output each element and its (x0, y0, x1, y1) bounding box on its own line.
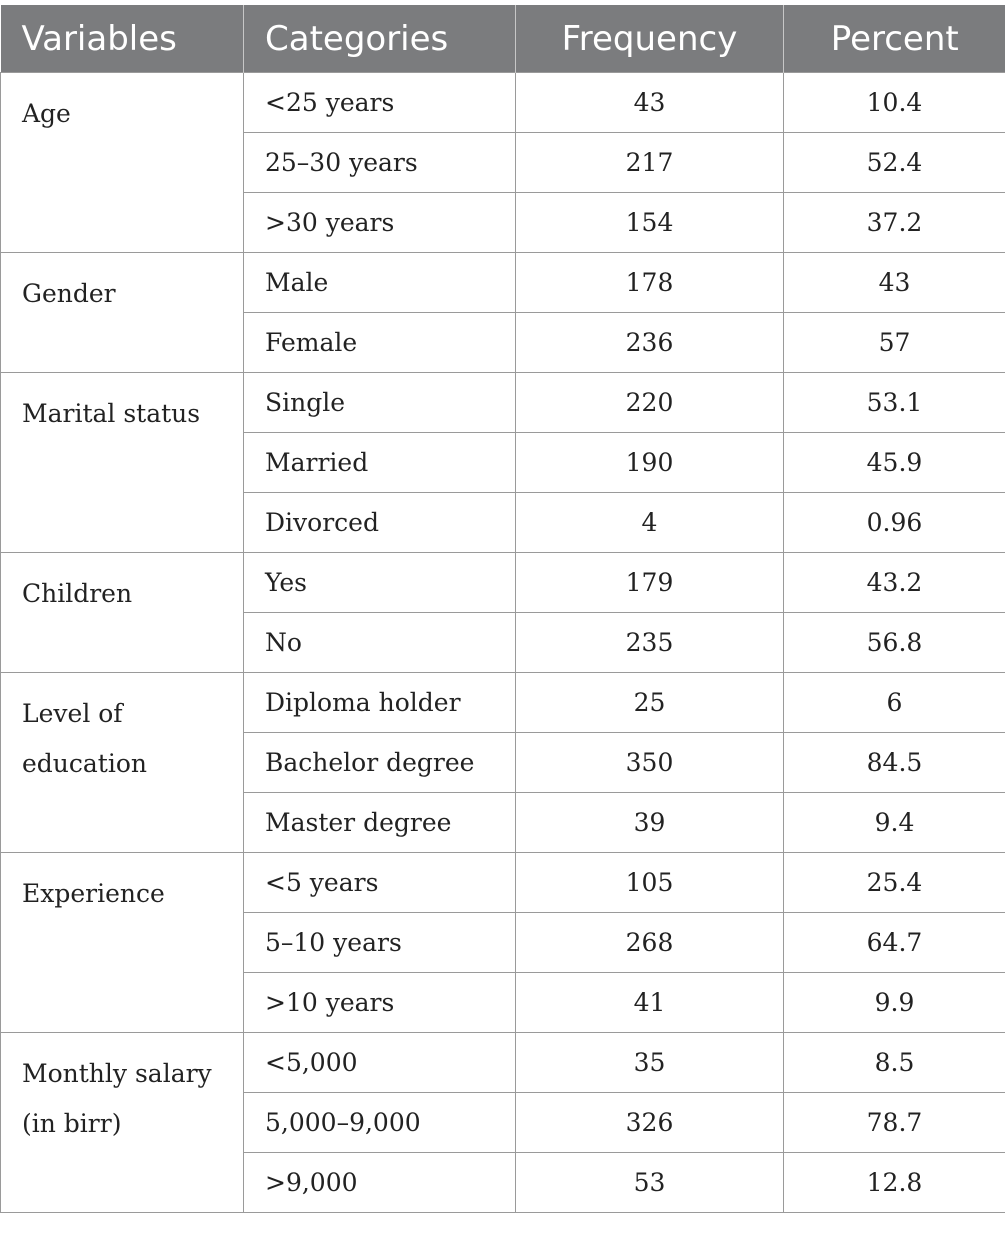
category-cell: Married (244, 433, 516, 493)
category-cell: 5,000–9,000 (244, 1093, 516, 1153)
table-row (1, 1033, 1005, 1093)
table-body (1, 73, 1005, 1213)
category-cell: >9,000 (244, 1153, 516, 1213)
category-cell: 5–10 years (244, 913, 516, 973)
frequency-cell: 39 (516, 793, 784, 853)
frequency-cell: 326 (516, 1093, 784, 1153)
category-cell: <5 years (244, 853, 516, 913)
frequency-cell: 35 (516, 1033, 784, 1093)
header-frequency: Frequency (516, 5, 784, 73)
table-row (1, 253, 1005, 313)
category-cell: Male (244, 253, 516, 313)
percent-cell: 78.7 (784, 1093, 1005, 1153)
frequency-cell: 350 (516, 733, 784, 793)
percent-cell: 9.4 (784, 793, 1005, 853)
category-cell: No (244, 613, 516, 673)
variable-cell: Level of education (1, 673, 244, 853)
percent-cell: 12.8 (784, 1153, 1005, 1213)
percent-cell: 0.96 (784, 493, 1005, 553)
percent-cell: 53.1 (784, 373, 1005, 433)
frequency-cell: 105 (516, 853, 784, 913)
table-row (1, 73, 1005, 133)
percent-cell: 45.9 (784, 433, 1005, 493)
frequency-cell: 178 (516, 253, 784, 313)
percent-cell: 37.2 (784, 193, 1005, 253)
header-categories: Categories (244, 5, 516, 73)
variable-cell: Age (1, 73, 244, 253)
variable-cell: Monthly salary (in birr) (1, 1033, 244, 1213)
table-row (1, 373, 1005, 433)
table-row (1, 673, 1005, 733)
category-cell: <25 years (244, 73, 516, 133)
frequency-cell: 41 (516, 973, 784, 1033)
category-cell: Single (244, 373, 516, 433)
frequency-cell: 235 (516, 613, 784, 673)
header-row (1, 5, 1005, 73)
percent-cell: 25.4 (784, 853, 1005, 913)
variable-cell: Marital status (1, 373, 244, 553)
percent-cell: 8.5 (784, 1033, 1005, 1093)
category-cell: Yes (244, 553, 516, 613)
category-cell: Bachelor degree (244, 733, 516, 793)
variable-cell: Experience (1, 853, 244, 1033)
table-row (1, 853, 1005, 913)
category-cell: 25–30 years (244, 133, 516, 193)
percent-cell: 56.8 (784, 613, 1005, 673)
frequency-cell: 190 (516, 433, 784, 493)
percent-cell: 6 (784, 673, 1005, 733)
percent-cell: 64.7 (784, 913, 1005, 973)
header-percent: Percent (784, 5, 1005, 73)
frequency-cell: 236 (516, 313, 784, 373)
table-row (1, 553, 1005, 613)
percent-cell: 9.9 (784, 973, 1005, 1033)
frequency-cell: 268 (516, 913, 784, 973)
percent-cell: 10.4 (784, 73, 1005, 133)
category-cell: >10 years (244, 973, 516, 1033)
frequency-cell: 53 (516, 1153, 784, 1213)
header-variables: Variables (1, 5, 244, 73)
category-cell: Divorced (244, 493, 516, 553)
frequency-cell: 179 (516, 553, 784, 613)
percent-cell: 84.5 (784, 733, 1005, 793)
frequency-cell: 154 (516, 193, 784, 253)
category-cell: Female (244, 313, 516, 373)
frequency-cell: 4 (516, 493, 784, 553)
percent-cell: 43.2 (784, 553, 1005, 613)
category-cell: >30 years (244, 193, 516, 253)
demographics-table (0, 5, 1005, 1213)
table-header (1, 5, 1005, 73)
category-cell: Diploma holder (244, 673, 516, 733)
variable-cell: Children (1, 553, 244, 673)
frequency-cell: 217 (516, 133, 784, 193)
variable-cell: Gender (1, 253, 244, 373)
percent-cell: 52.4 (784, 133, 1005, 193)
category-cell: Master degree (244, 793, 516, 853)
percent-cell: 57 (784, 313, 1005, 373)
frequency-cell: 220 (516, 373, 784, 433)
frequency-cell: 43 (516, 73, 784, 133)
percent-cell: 43 (784, 253, 1005, 313)
category-cell: <5,000 (244, 1033, 516, 1093)
frequency-cell: 25 (516, 673, 784, 733)
